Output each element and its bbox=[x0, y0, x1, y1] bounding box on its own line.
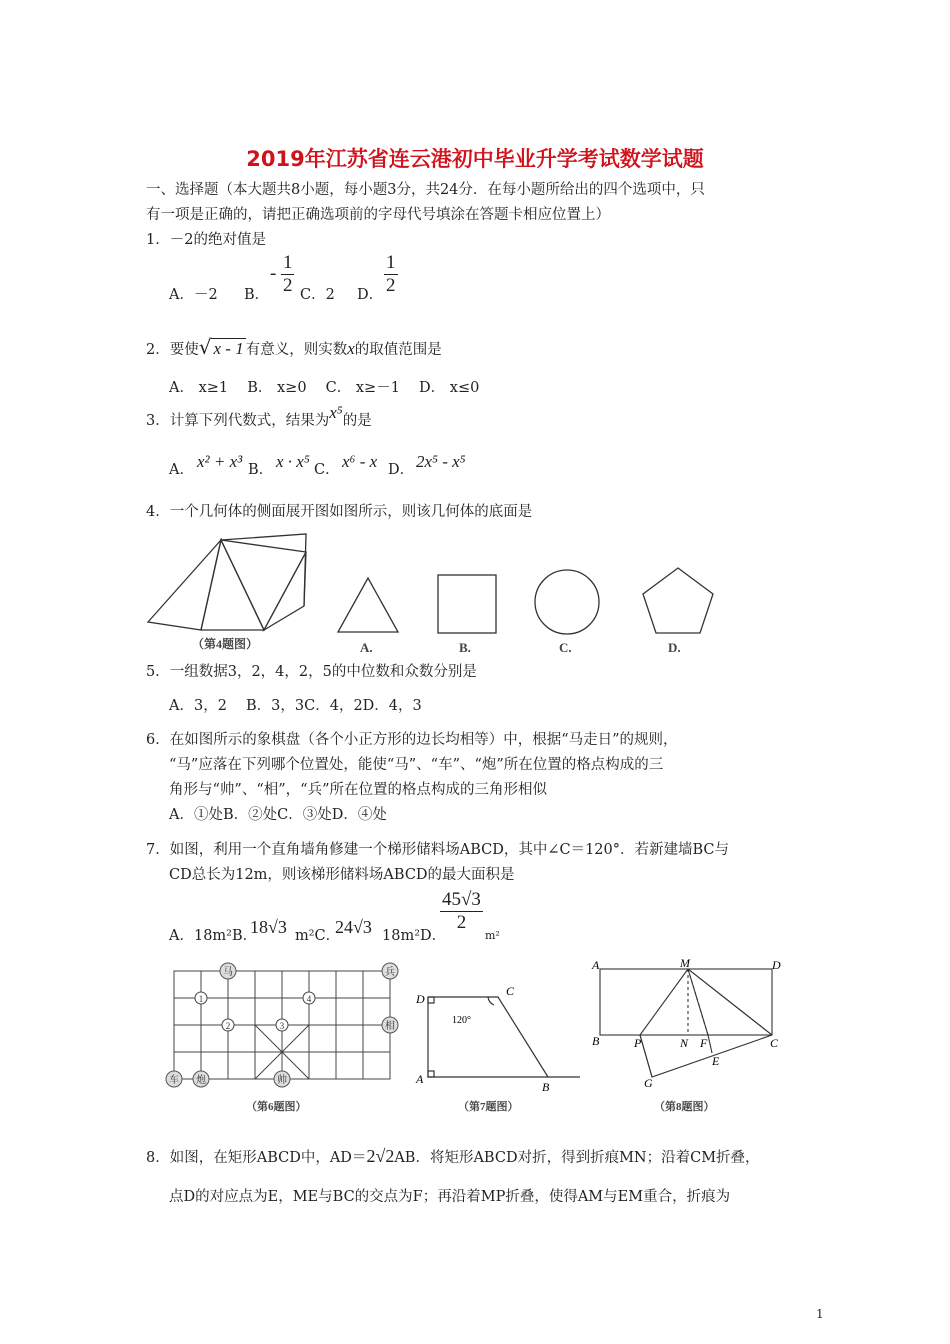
mark-1-label: 1 bbox=[198, 994, 204, 1004]
q2-stem-prefix: 2．要使 bbox=[146, 342, 199, 358]
q2-variable: x bbox=[347, 339, 355, 358]
net-triangle-3 bbox=[221, 540, 306, 630]
q1-fraction-b-numerator: 1 bbox=[282, 252, 293, 273]
q4-figure bbox=[146, 530, 720, 658]
q8-line1 bbox=[146, 1146, 760, 1168]
q1-fraction-b-sign: - bbox=[270, 263, 277, 284]
option-a-triangle bbox=[338, 578, 398, 632]
q7-expr-b: 18√3 bbox=[250, 917, 287, 937]
fig8-rectangle bbox=[600, 969, 772, 1077]
q8-expr: 2√2 bbox=[366, 1146, 395, 1166]
fig7-trapezoid bbox=[428, 997, 580, 1077]
piece-pao-label: 炮 bbox=[196, 1075, 206, 1086]
q6-line1: 6．在如图所示的象棋盘（各个小正方形的边长均相等）中，根据“马走日”的规则， bbox=[146, 732, 678, 748]
page-number: 1 bbox=[816, 1307, 824, 1321]
q2-radicand: x - 1 bbox=[213, 339, 244, 358]
fig8-label-e: E bbox=[712, 1054, 720, 1068]
fig8-label-a: A bbox=[592, 958, 600, 972]
q6-line3: 角形与“帅”、“相”，“兵”所在位置的格点构成的三角形相似 bbox=[169, 782, 547, 798]
q3-stem-prefix: 3．计算下列代数式，结果为 bbox=[146, 413, 330, 429]
piece-bing-label: 兵 bbox=[385, 967, 395, 978]
q3-stem bbox=[146, 403, 372, 431]
fig8-label-g: G bbox=[644, 1076, 653, 1090]
fig7-label-a: A bbox=[416, 1072, 424, 1086]
q1-fraction-b bbox=[270, 252, 294, 297]
q3-target-expr: x⁵ bbox=[329, 403, 343, 422]
page-title: 2019年江苏省连云港初中毕业升学考试数学试题 bbox=[246, 147, 704, 171]
q1-option-c: C．2 bbox=[300, 287, 335, 303]
q6-line2: “马”应落在下列哪个位置处，能使“马”、“车”、“炮”所在位置的格点构成的三 bbox=[169, 757, 664, 773]
q3-option-b: B． bbox=[248, 462, 274, 478]
q8-line2: 点D的对应点为E，ME与BC的交点为F；再沿着MP折叠，使得AM与EM重合，折痕为 bbox=[169, 1189, 731, 1205]
q4-figure-caption: （第4题图） bbox=[192, 637, 259, 651]
net-triangle-4 bbox=[264, 552, 306, 630]
mark-4-label: 4 bbox=[306, 994, 312, 1004]
q7-unit-c: 18m²D． bbox=[382, 928, 447, 944]
fig8-label-d: D bbox=[772, 958, 781, 972]
option-b-square bbox=[438, 575, 496, 633]
section-intro-line1: 一、选择题（本大题共8小题，每小题3分，共24分．在每小题所给出的四个选项中，只 bbox=[146, 182, 705, 198]
q7-line2: CD总长为12m，则该梯形储料场ABCD的最大面积是 bbox=[169, 867, 515, 883]
fig8-label-p: P bbox=[634, 1036, 642, 1050]
q1-option-b: B． bbox=[244, 287, 270, 303]
piece-shuai-label: 帅 bbox=[277, 1075, 287, 1086]
q4-label-c: C. bbox=[559, 640, 572, 655]
fig7-caption: （第7题图） bbox=[458, 1101, 519, 1113]
section-intro-line2: 有一项是正确的，请把正确选项前的字母代号填涂在答题卡相应位置上） bbox=[146, 207, 610, 223]
q8-line1-suffix: AB．将矩形ABCD对折，得到折痕MN；沿着CM折叠， bbox=[394, 1150, 760, 1166]
q1-fraction-b-denominator: 2 bbox=[282, 275, 293, 296]
q7-fraction-d-numerator: 45√3 bbox=[442, 889, 481, 910]
option-c-circle bbox=[535, 570, 599, 634]
q3-expr-c: x⁶ - x bbox=[342, 452, 378, 471]
piece-che-label: 车 bbox=[169, 1075, 179, 1086]
fig8-label-f: F bbox=[700, 1036, 708, 1050]
q4-label-a: A. bbox=[360, 640, 373, 655]
q2-stem-middle: 有意义，则实数 bbox=[245, 342, 348, 358]
net-triangle-1 bbox=[148, 540, 221, 630]
q3-expr-b: x · x⁵ bbox=[276, 452, 310, 471]
q3-expr-a: x² + x³ bbox=[197, 452, 243, 471]
q5-options: A．3，2 B．3，3C．4，2D．4，3 bbox=[169, 698, 422, 714]
fig8-label-m: M bbox=[680, 956, 690, 970]
q4-label-d: D. bbox=[668, 640, 681, 655]
q3-expr-d: 2x⁵ - x⁵ bbox=[416, 452, 466, 471]
option-d-pentagon bbox=[643, 568, 713, 633]
q2-options: A． x≥1 B． x≥0 C． x≥－1 D． x≤0 bbox=[169, 380, 480, 396]
fig6-caption: （第6题图） bbox=[246, 1101, 307, 1113]
q8-line1-prefix: 8．如图，在矩形ABCD中，AD＝ bbox=[146, 1150, 367, 1166]
q3-option-c: C． bbox=[314, 462, 340, 478]
q6-options: A．①处B．②处C．③处D．④处 bbox=[169, 807, 387, 823]
q5-stem: 5．一组数据3，2，4，2，5的中位数和众数分别是 bbox=[146, 664, 477, 680]
q3-option-d: D． bbox=[388, 462, 415, 478]
fig8-label-b: B bbox=[592, 1034, 600, 1048]
q2-stem bbox=[146, 337, 442, 360]
q7-option-a: A．18m²B． bbox=[169, 928, 258, 944]
q4-stem: 4．一个几何体的侧面展开图如图所示，则该几何体的底面是 bbox=[146, 504, 533, 520]
q1-fraction-d-denominator: 2 bbox=[386, 275, 396, 296]
net-triangle-2 bbox=[201, 540, 264, 630]
q7-line1: 7．如图，利用一个直角墙角修建一个梯形储料场ABCD，其中∠C＝120°．若新建墙BC与 bbox=[146, 842, 730, 858]
q3-option-a: A． bbox=[169, 462, 194, 478]
q1-stem: 1．－2的绝对值是 bbox=[146, 232, 266, 248]
q1-fraction-d-numerator: 1 bbox=[386, 252, 396, 273]
q7-fraction-d bbox=[440, 889, 483, 934]
fig7-label-c: C bbox=[506, 984, 515, 998]
figures-row bbox=[160, 955, 820, 1120]
q7-unit-d: m² bbox=[485, 929, 500, 942]
fig8-label-c: C bbox=[770, 1036, 779, 1050]
net-base-quad bbox=[221, 534, 306, 606]
q1-option-a: A．－2 bbox=[169, 287, 218, 303]
q3-stem-suffix: 的是 bbox=[342, 413, 372, 429]
q1-fraction-d bbox=[384, 252, 398, 297]
fig7-angle-label: 120° bbox=[452, 1015, 471, 1026]
q2-stem-end: 的取值范围是 bbox=[354, 342, 442, 358]
fig7-label-b: B bbox=[542, 1080, 550, 1094]
mark-3-label: 3 bbox=[279, 1021, 285, 1031]
fig8-caption: （第8题图） bbox=[654, 1101, 715, 1113]
mark-2-label: 2 bbox=[225, 1021, 231, 1031]
q7-unit-b: m²C． bbox=[295, 928, 341, 944]
sqrt-icon: √ bbox=[198, 335, 212, 359]
piece-ma-label: 马 bbox=[223, 967, 233, 978]
q4-label-b: B. bbox=[459, 640, 471, 655]
fig7-label-d: D bbox=[416, 992, 425, 1006]
q1-option-d: D． bbox=[357, 287, 384, 303]
fig8-label-n: N bbox=[680, 1036, 689, 1050]
piece-xiang-label: 相 bbox=[385, 1021, 395, 1032]
q7-fraction-d-denominator: 2 bbox=[456, 912, 467, 933]
q7-expr-c: 24√3 bbox=[335, 917, 372, 937]
